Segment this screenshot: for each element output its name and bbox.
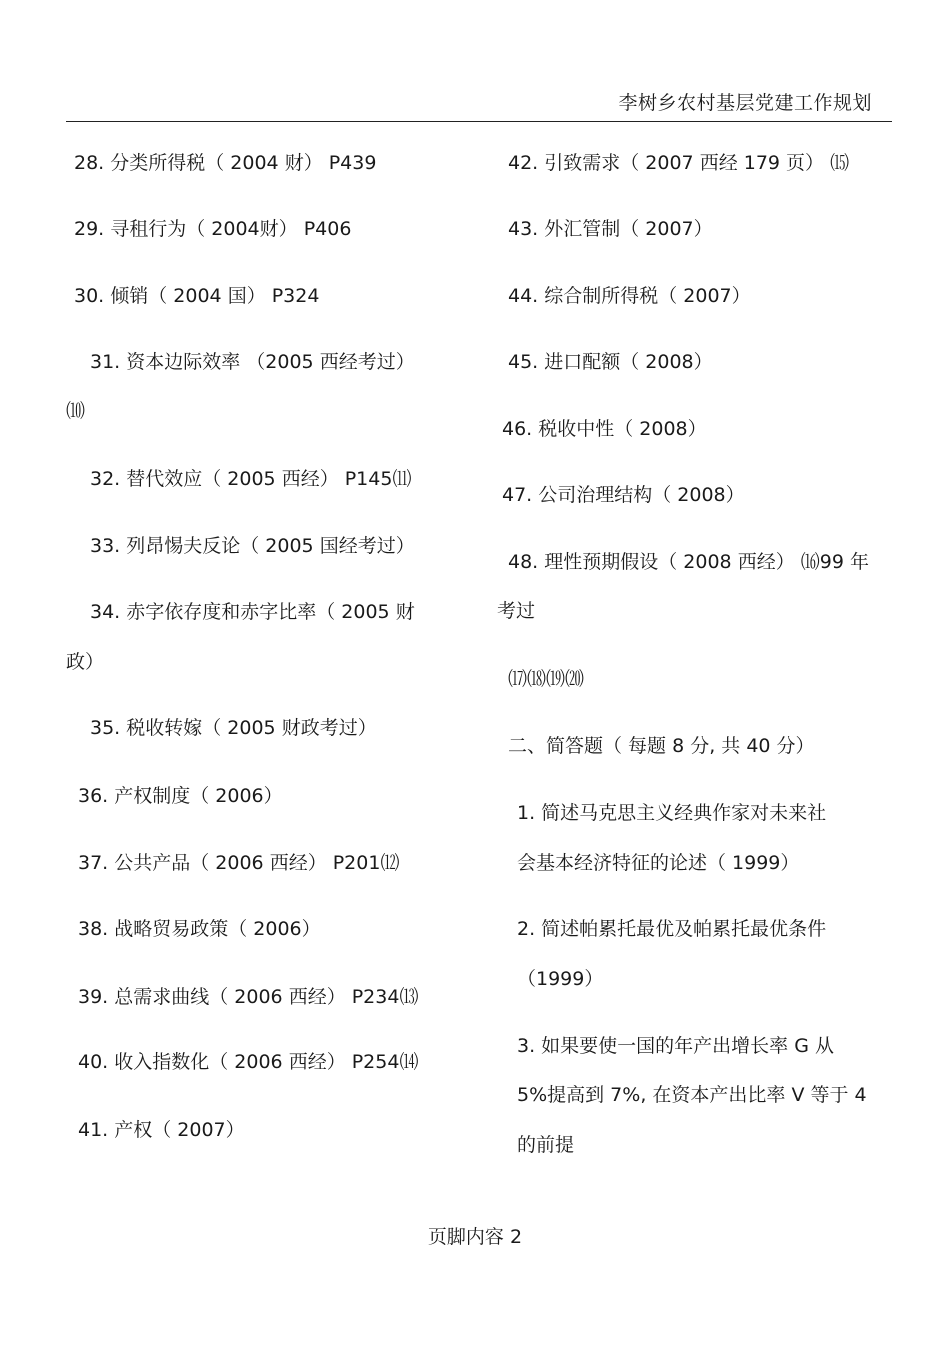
term-47: 47. 公司治理结构（ 2008）: [502, 484, 745, 506]
term-48-notes: ⒄⒅⒆⒇: [508, 668, 585, 690]
page-header-title: 李树乡农村基层党建工作规划: [618, 92, 872, 114]
term-45: 45. 进口配额（ 2008）: [508, 351, 713, 373]
term-48: 48. 理性预期假设（ 2008 西经） ⒃99 年: [508, 551, 869, 573]
term-33: 33. 列昂惕夫反论（ 2005 国经考过）: [90, 535, 415, 557]
term-48-cont: 考过: [497, 600, 536, 622]
term-35: 35. 税收转嫁（ 2005 财政考过）: [90, 717, 377, 739]
question-2-cont: （1999）: [517, 968, 604, 990]
term-41: 41. 产权（ 2007）: [78, 1119, 245, 1141]
section-heading-short-answer: 二、简答题（ 每题 8 分, 共 40 分）: [508, 735, 815, 757]
question-1-cont: 会基本经济特征的论述（ 1999）: [517, 852, 800, 874]
question-1: 1. 简述马克思主义经典作家对未来社: [517, 802, 827, 824]
term-29: 29. 寻租行为（ 2004财） P406: [74, 218, 352, 240]
term-46: 46. 税收中性（ 2008）: [502, 418, 707, 440]
term-30: 30. 倾销（ 2004 国） P324: [74, 285, 320, 307]
term-32: 32. 替代效应（ 2005 西经） P145⑾: [90, 468, 412, 490]
question-3: 3. 如果要使一国的年产出增长率 G 从: [517, 1035, 834, 1057]
term-34-cont: 政）: [66, 651, 105, 673]
term-31-note: ⑽: [66, 400, 86, 422]
term-37: 37. 公共产品（ 2006 西经） P201⑿: [78, 852, 400, 874]
page-footer: 页脚内容 2: [427, 1226, 523, 1248]
question-3-cont-2: 的前提: [517, 1134, 575, 1156]
term-36: 36. 产权制度（ 2006）: [78, 785, 283, 807]
term-40: 40. 收入指数化（ 2006 西经） P254⒁: [78, 1051, 419, 1073]
term-34: 34. 赤字依存度和赤字比率（ 2005 财: [90, 601, 415, 623]
term-42: 42. 引致需求（ 2007 西经 179 页） ⒂: [508, 152, 850, 174]
term-43: 43. 外汇管制（ 2007）: [508, 218, 713, 240]
term-31: 31. 资本边际效率 （2005 西经考过）: [90, 351, 415, 373]
header-rule: [66, 121, 892, 122]
term-44: 44. 综合制所得税（ 2007）: [508, 285, 751, 307]
term-28: 28. 分类所得税（ 2004 财） P439: [74, 152, 377, 174]
term-39: 39. 总需求曲线（ 2006 西经） P234⒀: [78, 986, 419, 1008]
question-2: 2. 简述帕累托最优及帕累托最优条件: [517, 918, 827, 940]
term-38: 38. 战略贸易政策（ 2006）: [78, 918, 321, 940]
question-3-cont: 5%提高到 7%, 在资本产出比率 V 等于 4: [517, 1084, 867, 1106]
